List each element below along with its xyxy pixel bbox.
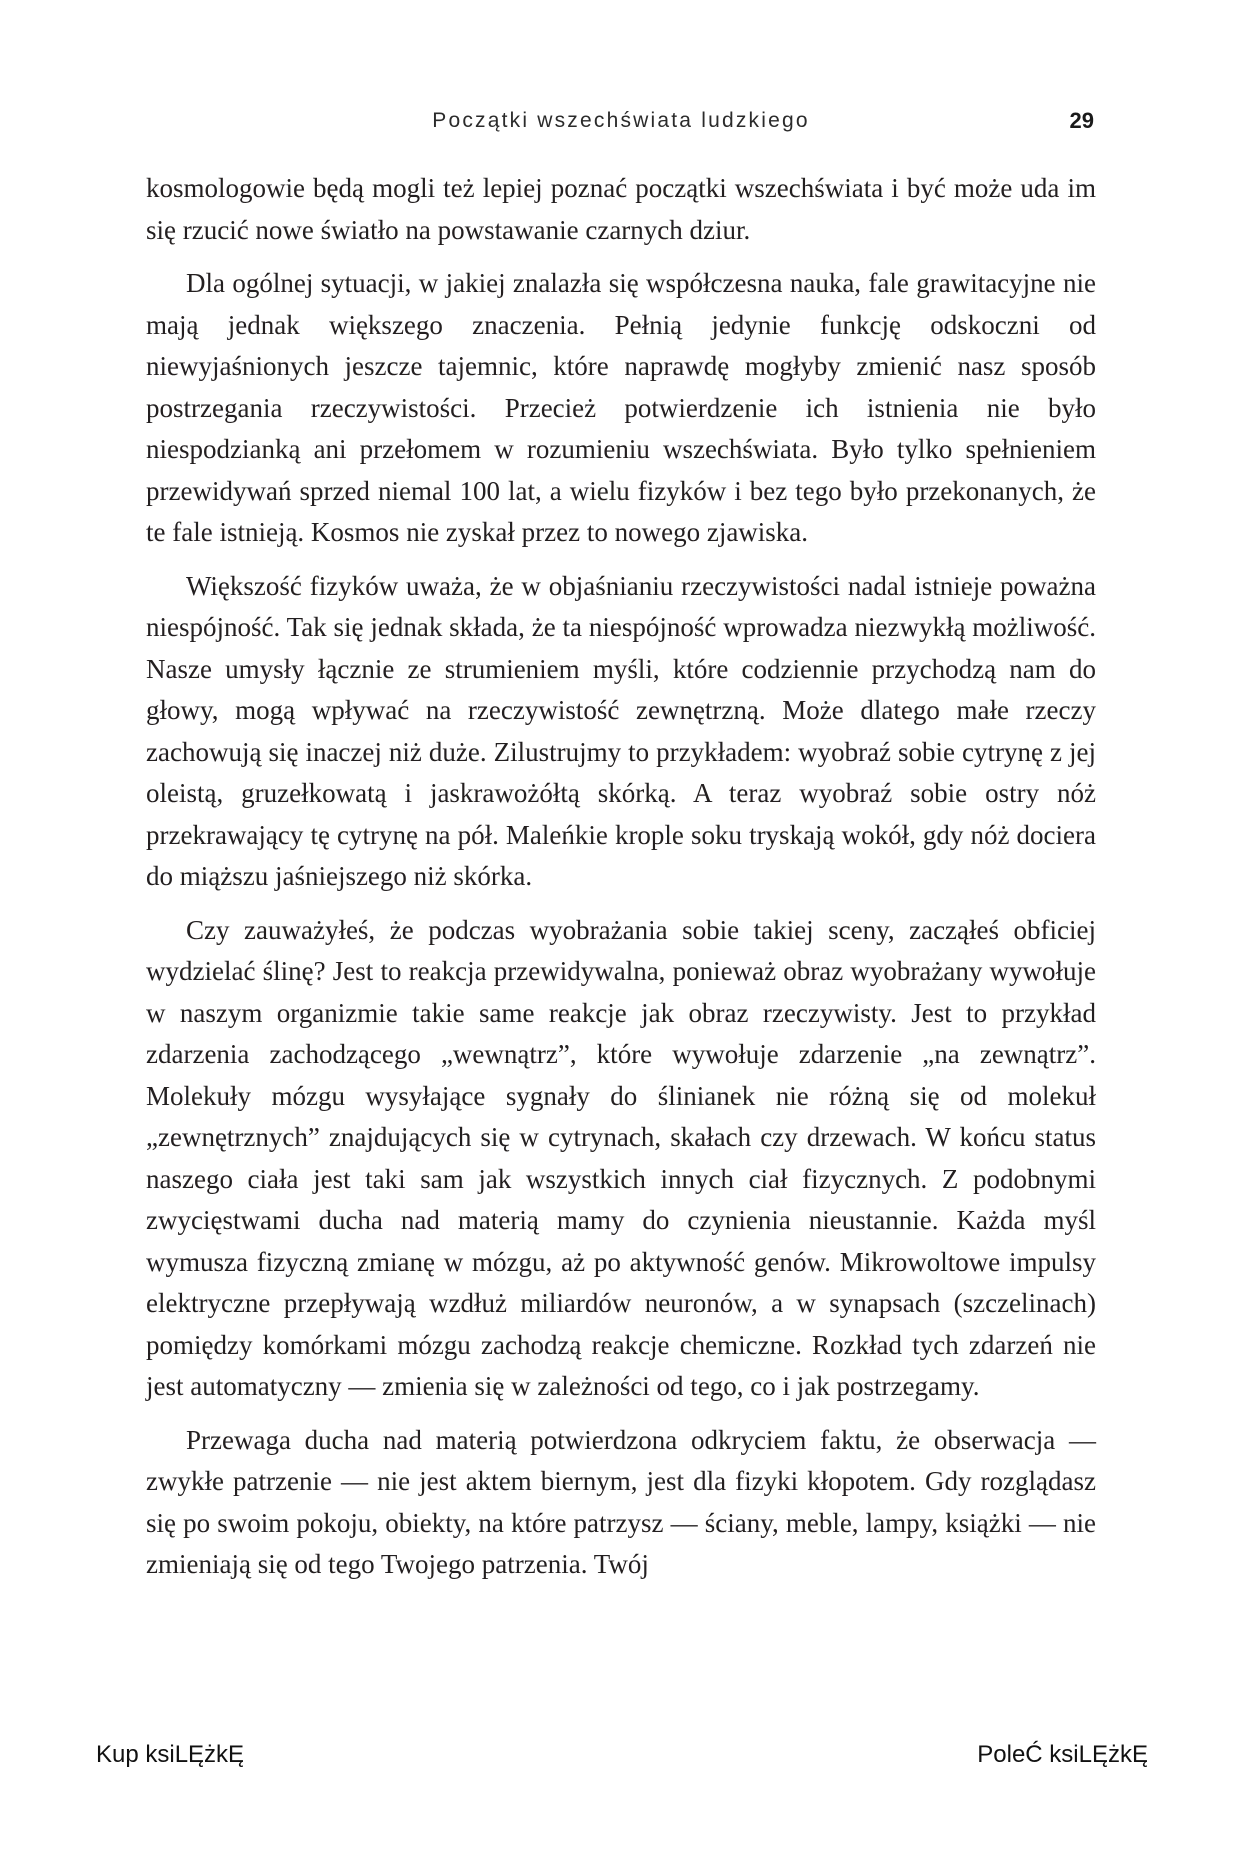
paragraph-5: Przewaga ducha nad materią potwierdzona odkryciem faktu, że obserwacja — zwykłe patrzenie — nie jest aktem biernym, jest dla fizyki kłopotem. Gdy rozglądasz się po swoim pokoju, obiekty, na które patrzysz — ściany, meble, lampy, książki — nie zmieniają się od tego Twojego patrzenia. Twój bbox=[146, 1424, 1096, 1579]
paragraph-4: Czy zauważyłeś, że podczas wyobrażania sobie takiej sceny, zacząłeś obficiej wydzielać ślinę? Jest to reakcja przewidywalna, ponieważ obraz wyobrażany wywołuje w naszym organizmie takie same reakcje jak obraz rzeczywisty. Jest to przykład zdarzenia zachodzącego „wewnątrz”, które wywołuje zdarzenie „na zewnątrz”. Molekuły mózgu wysyłające sygnały do ślinianek nie różną się od molekuł „zewnętrznych” znajdujących się w cytrynach, skałach czy drzewach. W końcu status naszego ciała jest taki sam jak wszystkich innych ciał fizycznych. Z podobnymi zwycięstwami ducha nad materią mamy do czynienia nieustannie. Każda myśl wymusza fizyczną zmianę w mózgu, aż po aktywność genów. Mikrowoltowe impulsy elektryczne przepływają wzdłuż miliardów neuronów, a w synapsach (szczelinach) pomiędzy komórkami mózgu zachodzą reakcje chemiczne. Rozkład tych zdarzeń nie jest automatyczny — zmienia się w zależności od tego, co i jak postrzegamy. bbox=[146, 914, 1096, 1401]
body-text bbox=[146, 168, 1096, 1598]
recommend-book-link[interactable]: PoleĆ ksiLĘżkĘ bbox=[977, 1741, 1148, 1768]
buy-book-link[interactable]: Kup ksiLĘżkĘ bbox=[96, 1741, 245, 1768]
paragraph-3: Większość fizyków uważa, że w objaśnianiu rzeczywistości nadal istnieje poważna niespójność. Tak się jednak składa, że ta niespójność wprowadza niezwykłą możliwość. Nasze umysły łącznie ze strumieniem myśli, które codziennie przychodzą nam do głowy, mogą wpływać na rzeczywistość zewnętrzną. Może dlatego małe rzeczy zachowują się inaczej niż duże. Zilustrujmy to przykładem: wyobraź sobie cytrynę z jej oleistą, gruzełkowatą i jaskrawożółtą skórką. A teraz wyobraź sobie ostry nóż przekrawający tę cytrynę na pół. Maleńkie krople soku tryskają wokół, gdy nóż dociera do miąższu jaśniejszego niż skórka. bbox=[146, 570, 1096, 891]
footer bbox=[96, 1737, 1148, 1773]
paragraph-2: Dla ogólnej sytuacji, w jakiej znalazła się współczesna nauka, fale grawitacyjne nie mają jednak większego znaczenia. Pełnią jedynie funkcję odskoczni od niewyjaśnionych jeszcze tajemnic, które naprawdę mogłyby zmienić nasz sposób postrzegania rzeczywistości. Przecież potwierdzenie ich istnienia nie było niespodzianką ani przełomem w rozumieniu wszechświata. Było tylko spełnieniem przewidywań sprzed niemal 100 lat, a wielu fizyków i bez tego było przekonanych, że te fale istnieją. Kosmos nie zyskał przez to nowego zjawiska. bbox=[146, 268, 1096, 547]
page-number: 29 bbox=[1069, 108, 1094, 133]
running-title: Początki wszechświata ludzkiego bbox=[432, 109, 810, 132]
paragraph-1: kosmologowie będą mogli też lepiej poznać początki wszechświata i być może uda im się rzucić nowe światło na powstawanie czarnych dziur. bbox=[146, 173, 1096, 245]
running-header bbox=[148, 104, 1094, 138]
